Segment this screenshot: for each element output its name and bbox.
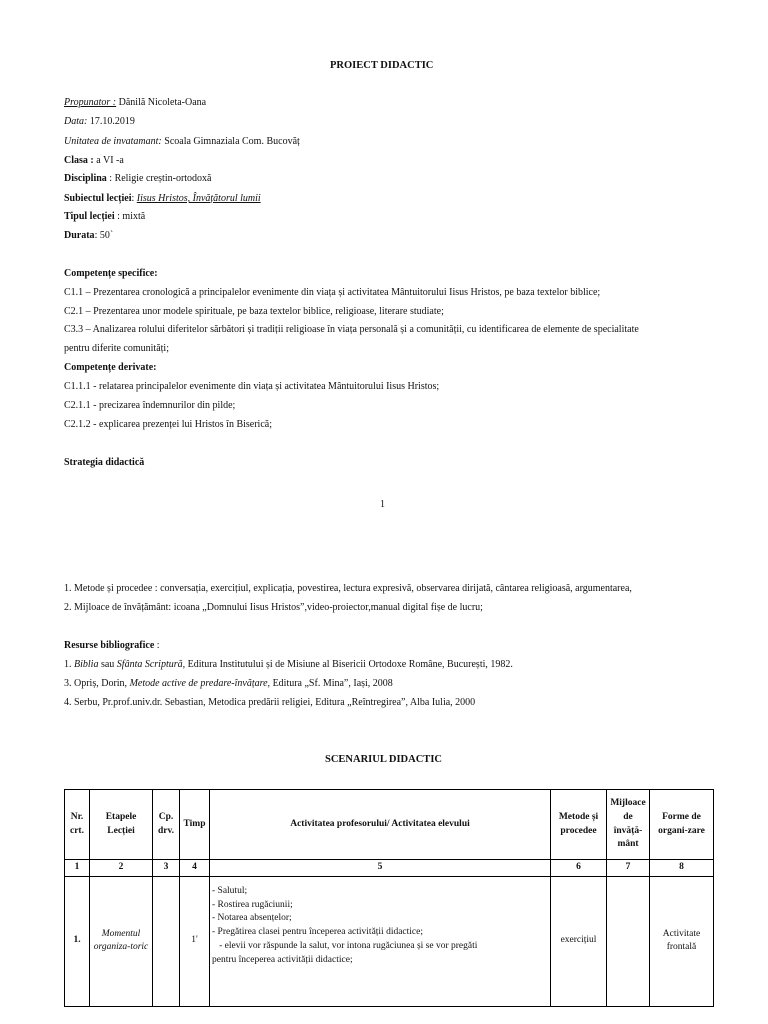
row-cp <box>153 876 180 1006</box>
competenta-derivata: C1.1.1 - relatarea principalelor evenimente din viața și activitatea Mântuitorului Iisus Hristos; <box>64 381 440 392</box>
tipul-value: : mixtă <box>114 211 146 222</box>
row-activities <box>210 876 551 1006</box>
column-number: 8 <box>650 860 714 877</box>
row-timp: 1' <box>180 876 210 1006</box>
resurse-heading: Resurse bibliografice <box>64 640 155 651</box>
row-mijloace <box>607 876 650 1006</box>
activity-item: - Salutul; <box>212 885 248 896</box>
data-value: 17.10.2019 <box>87 116 135 127</box>
data-label: Data: <box>64 116 88 127</box>
resurse-heading-line <box>64 640 160 651</box>
page-number: 1 <box>380 499 385 510</box>
row-forme: Activitate frontală <box>650 876 714 1006</box>
unitate-line <box>64 136 300 147</box>
header-activitatea: Activitatea profesorului/ Activitatea elevului <box>210 790 551 860</box>
tipul-line <box>64 211 145 222</box>
subiect-value: Iisus Hristos, Învățătorul lumii <box>136 193 261 204</box>
unitate-value: Scoala Gimnaziala Com. Bucovăț <box>161 136 300 147</box>
bibliography-item <box>64 659 513 670</box>
column-number: 2 <box>90 860 153 877</box>
column-number: 1 <box>65 860 90 877</box>
column-number: 6 <box>551 860 607 877</box>
clasa-label: Clasa : <box>64 155 94 166</box>
row-nr: 1. <box>65 876 90 1006</box>
unitate-label: Unitatea de invatamant: <box>64 136 162 147</box>
disciplina-value: : Religie creștin-ortodoxă <box>106 173 212 184</box>
header-forme: Forme de organi-zare <box>650 790 714 860</box>
propunator-label: Propunator : <box>64 97 117 108</box>
bibliography-title: Biblia <box>74 659 99 670</box>
header-metode: Metode și procedee <box>551 790 607 860</box>
competenta-specifica: C2.1 – Prezentarea unor modele spirituale, pe baza textelor biblice, religioase, literare studiate; <box>64 306 444 317</box>
row-metode: exercițiul <box>551 876 607 1006</box>
clasa-value: a VI -a <box>93 155 124 166</box>
header-cp: Cp. drv. <box>153 790 180 860</box>
column-number: 4 <box>180 860 210 877</box>
propunator-line <box>64 97 206 108</box>
competenta-specifica-continuation: pentru diferite comunități; <box>64 343 169 354</box>
mijloace-line: 2. Mijloace de învățământ: icoana „Domnului Iisus Hristos”,video-proiector,manual digital fișe de lucru; <box>64 602 483 613</box>
data-line <box>64 116 135 127</box>
scenariu-title: SCENARIUL DIDACTIC <box>325 754 442 765</box>
column-number: 7 <box>607 860 650 877</box>
bibliography-text: sau <box>98 659 117 670</box>
table-header-row <box>65 790 714 860</box>
competenta-derivata: C2.1.2 - explicarea prezenței lui Hristos în Biserică; <box>64 419 272 430</box>
header-etape: Etapele Lecției <box>90 790 153 860</box>
bibliography-text: Editura „Sf. Mina”, Iași, 2008 <box>270 678 393 689</box>
strategia-heading: Strategia didactică <box>64 457 145 468</box>
activity-item: - elevii vor răspunde la salut, vor intona rugăciunea și se vor pregăti <box>212 940 478 951</box>
bibliography-item <box>64 678 393 689</box>
activity-item: - Rostirea rugăciunii; <box>212 899 293 910</box>
scenariu-table <box>64 789 714 1007</box>
document-title: PROIECT DIDACTIC <box>330 60 434 71</box>
competenta-derivata: C2.1.1 - precizarea îndemnurilor din pilde; <box>64 400 236 411</box>
column-number: 5 <box>210 860 551 877</box>
bibliography-title: Sfânta Scriptură, <box>116 659 186 670</box>
competenta-specifica: C3.3 – Analizarea rolului diferitelor sărbători și tradiții religioase în viața personală și a comunității, cu identificarea de elemente de specialitate <box>64 324 639 335</box>
subiect-line <box>64 193 261 204</box>
propunator-value: Dănilă Nicoleta-Oana <box>116 97 207 108</box>
bibliography-text: 3. Opriș, Dorin, <box>64 678 130 689</box>
bibliography-number: 1. <box>64 659 74 670</box>
subiect-label: Subiectul lecției <box>64 193 132 204</box>
bibliography-item: 4. Serbu, Pr.prof.univ.dr. Sebastian, Metodica predării religiei, Editura „Reîntregirea”, Alba Iulia, 2000 <box>64 697 476 708</box>
disciplina-line <box>64 173 212 184</box>
competente-specifice-heading: Competențe specifice: <box>64 268 158 279</box>
disciplina-label: Disciplina <box>64 173 107 184</box>
bibliography-text: Editura Institutului și de Misiune al Bisericii Ortodoxe Române, București, 1982. <box>185 659 513 670</box>
resurse-separator: : <box>154 640 160 651</box>
column-number: 3 <box>153 860 180 877</box>
activity-item: pentru începerea activității didactice; <box>212 954 353 965</box>
metode-line: 1. Metode și procedee : conversația, exercițiul, explicația, povestirea, lectura expresivă, observarea dirijată, cântarea religioasă, argumentarea, <box>64 583 632 594</box>
subiect-separator: : <box>131 193 137 204</box>
table-row <box>65 876 714 1006</box>
clasa-line <box>64 155 124 166</box>
durata-value: : 50` <box>94 230 114 241</box>
column-number-row <box>65 860 714 877</box>
header-mijloace: Mijloace de învăță-mânt <box>607 790 650 860</box>
competente-derivate-heading: Competențe derivate: <box>64 362 157 373</box>
row-etapa: Momentul organiza-toric <box>90 876 153 1006</box>
activity-item: - Pregătirea clasei pentru începerea activității didactice; <box>212 927 423 938</box>
activity-item: - Notarea absențelor; <box>212 913 292 924</box>
header-nr: Nr. crt. <box>65 790 90 860</box>
durata-label: Durata <box>64 230 95 241</box>
header-timp: Timp <box>180 790 210 860</box>
bibliography-title: Metode active de predare-învățare, <box>129 678 271 689</box>
tipul-label: Tipul lecției <box>64 211 115 222</box>
durata-line <box>64 230 113 241</box>
competenta-specifica: C1.1 – Prezentarea cronologică a principalelor evenimente din viața și activitatea Mântuitorului Iisus Hristos, pe baza textelor biblice; <box>64 287 601 298</box>
